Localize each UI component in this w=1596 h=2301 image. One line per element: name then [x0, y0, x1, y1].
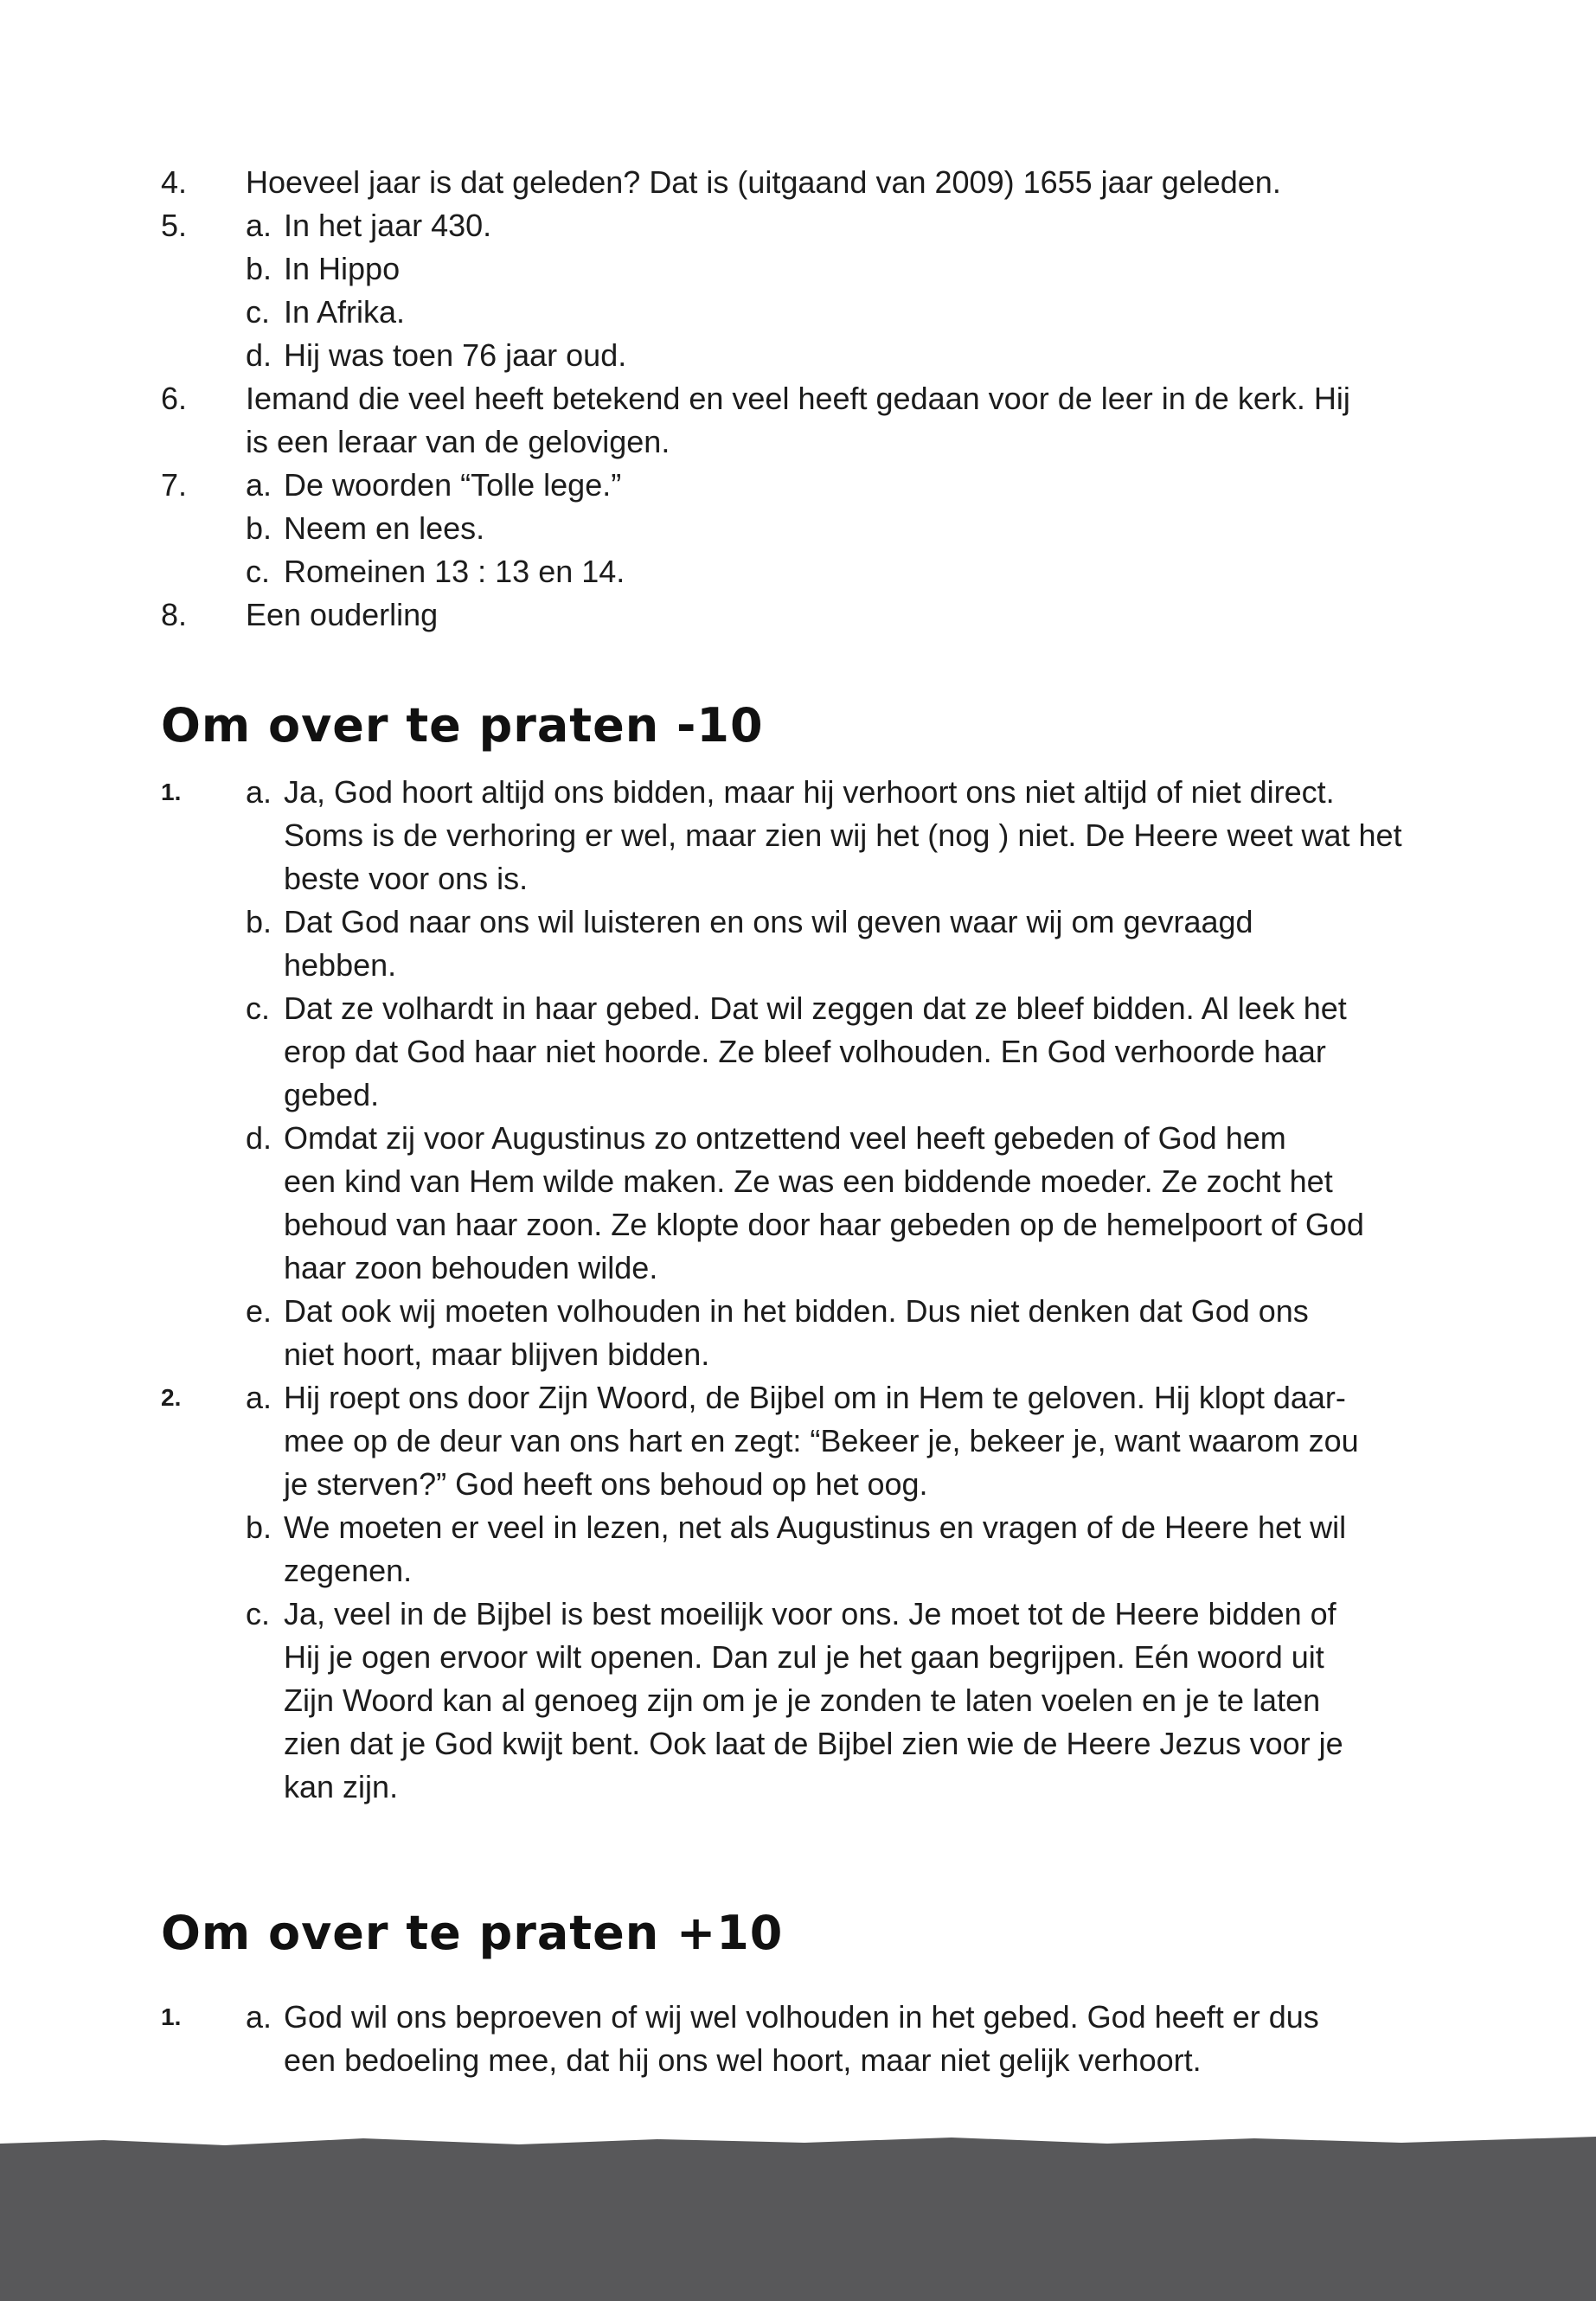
footer-band: [0, 2102, 1596, 2301]
answer-text: Omdat zij voor Augustinus zo ontzettend veel heeft gebeden of God hem: [284, 1120, 1286, 1156]
answer-text: Iemand die veel heeft betekend en veel heeft gedaan voor de leer in de kerk. Hij: [246, 381, 1350, 416]
answer-text: Ja, veel in de Bijbel is best moeilijk voor ons. Je moet tot de Heere bidden of: [284, 1596, 1336, 1631]
sub-letter: c.: [246, 554, 271, 589]
answer-number: 1.: [161, 2003, 182, 2030]
answer-number: 2.: [161, 1384, 182, 1411]
sub-letter: c.: [246, 990, 271, 1026]
answer-text: erop dat God haar niet hoorde. Ze bleef volhouden. En God verhoorde haar: [284, 1034, 1326, 1069]
answer-text: In het jaar 430.: [284, 208, 492, 243]
sub-letter: b.: [246, 1509, 272, 1545]
answer-text: De woorden “Tolle lege.”: [284, 467, 622, 503]
sub-letter: c.: [246, 294, 271, 330]
answer-text: Hij roept ons door Zijn Woord, de Bijbel om in Hem te geloven. Hij klopt daar-: [284, 1380, 1346, 1415]
answer-text: gebed.: [284, 1077, 380, 1112]
answer-text: een kind van Hem wilde maken. Ze was een biddende moeder. Ze zocht het: [284, 1163, 1333, 1199]
sub-letter: d.: [246, 337, 272, 373]
sub-letter: b.: [246, 251, 272, 286]
answer-text: In Afrika.: [284, 294, 406, 330]
answer-text: Dat God naar ons wil luisteren en ons wil geven waar wij om gevraagd: [284, 904, 1253, 939]
answer-text: Hij je ogen ervoor wilt openen. Dan zul je het gaan begrijpen. Eén woord uit: [284, 1639, 1324, 1675]
answer-number: 4.: [161, 164, 188, 200]
section-heading-plus10: Om over te praten +10: [161, 1906, 784, 1960]
sub-letter: a.: [246, 208, 272, 243]
answer-text: Dat ze volhardt in haar gebed. Dat wil zeggen dat ze bleef bidden. Al leek het: [284, 990, 1347, 1026]
answer-text: Hoeveel jaar is dat geleden? Dat is (uitgaand van 2009) 1655 jaar geleden.: [246, 164, 1281, 200]
answer-text: niet hoort, maar blijven bidden.: [284, 1336, 710, 1372]
answer-text: Romeinen 13 : 13 en 14.: [284, 554, 625, 589]
answer-text: Zijn Woord kan al genoeg zijn om je je zonden te laten voelen en je te laten: [284, 1682, 1321, 1718]
answer-number: 8.: [161, 597, 188, 632]
answer-text: Een ouderling: [246, 597, 439, 632]
sub-letter: a.: [246, 1380, 272, 1415]
sub-letter: e.: [246, 1293, 272, 1329]
answer-text: Hij was toen 76 jaar oud.: [284, 337, 627, 373]
sub-letter: b.: [246, 510, 272, 546]
answer-text: Neem en lees.: [284, 510, 485, 546]
sub-letter: b.: [246, 904, 272, 939]
sub-letter: c.: [246, 1596, 271, 1631]
answer-text: beste voor ons is.: [284, 861, 529, 896]
answer-text: zien dat je God kwijt bent. Ook laat de Bijbel zien wie de Heere Jezus voor je: [284, 1726, 1343, 1761]
answer-number: 6.: [161, 381, 188, 416]
sub-letter: a.: [246, 467, 272, 503]
answer-text: Dat ook wij moeten volhouden in het bidden. Dus niet denken dat God ons: [284, 1293, 1309, 1329]
answer-text: zegenen.: [284, 1553, 413, 1588]
answer-text: hebben.: [284, 947, 397, 983]
answer-text: kan zijn.: [284, 1769, 399, 1804]
section-heading-min10: Om over te praten -10: [161, 698, 764, 753]
answer-number: 1.: [161, 779, 182, 805]
sub-letter: d.: [246, 1120, 272, 1156]
sub-letter: a.: [246, 774, 272, 810]
answer-text: Soms is de verhoring er wel, maar zien wij het (nog ) niet. De Heere weet wat het: [284, 817, 1402, 853]
answer-text: haar zoon behouden wilde.: [284, 1250, 658, 1285]
answer-text: mee op de deur van ons hart en zegt: “Bekeer je, bekeer je, want waarom zou: [284, 1423, 1359, 1458]
answer-number: 5.: [161, 208, 188, 243]
answer-number: 7.: [161, 467, 188, 503]
sub-letter: a.: [246, 1999, 272, 2035]
answer-text: We moeten er veel in lezen, net als Augustinus en vragen of de Heere het wil: [284, 1509, 1347, 1545]
answer-text: behoud van haar zoon. Ze klopte door haar gebeden op de hemelpoort of God: [284, 1207, 1364, 1242]
answer-text: Ja, God hoort altijd ons bidden, maar hij verhoort ons niet altijd of niet direct.: [284, 774, 1335, 810]
answer-text: is een leraar van de gelovigen.: [246, 424, 670, 459]
answer-text: je sterven?” God heeft ons behoud op het oog.: [284, 1466, 928, 1502]
answer-text: In Hippo: [284, 251, 401, 286]
answer-text: een bedoeling mee, dat hij ons wel hoort, maar niet gelijk verhoort.: [284, 2042, 1202, 2078]
answer-text: God wil ons beproeven of wij wel volhouden in het gebed. God heeft er dus: [284, 1999, 1319, 2035]
